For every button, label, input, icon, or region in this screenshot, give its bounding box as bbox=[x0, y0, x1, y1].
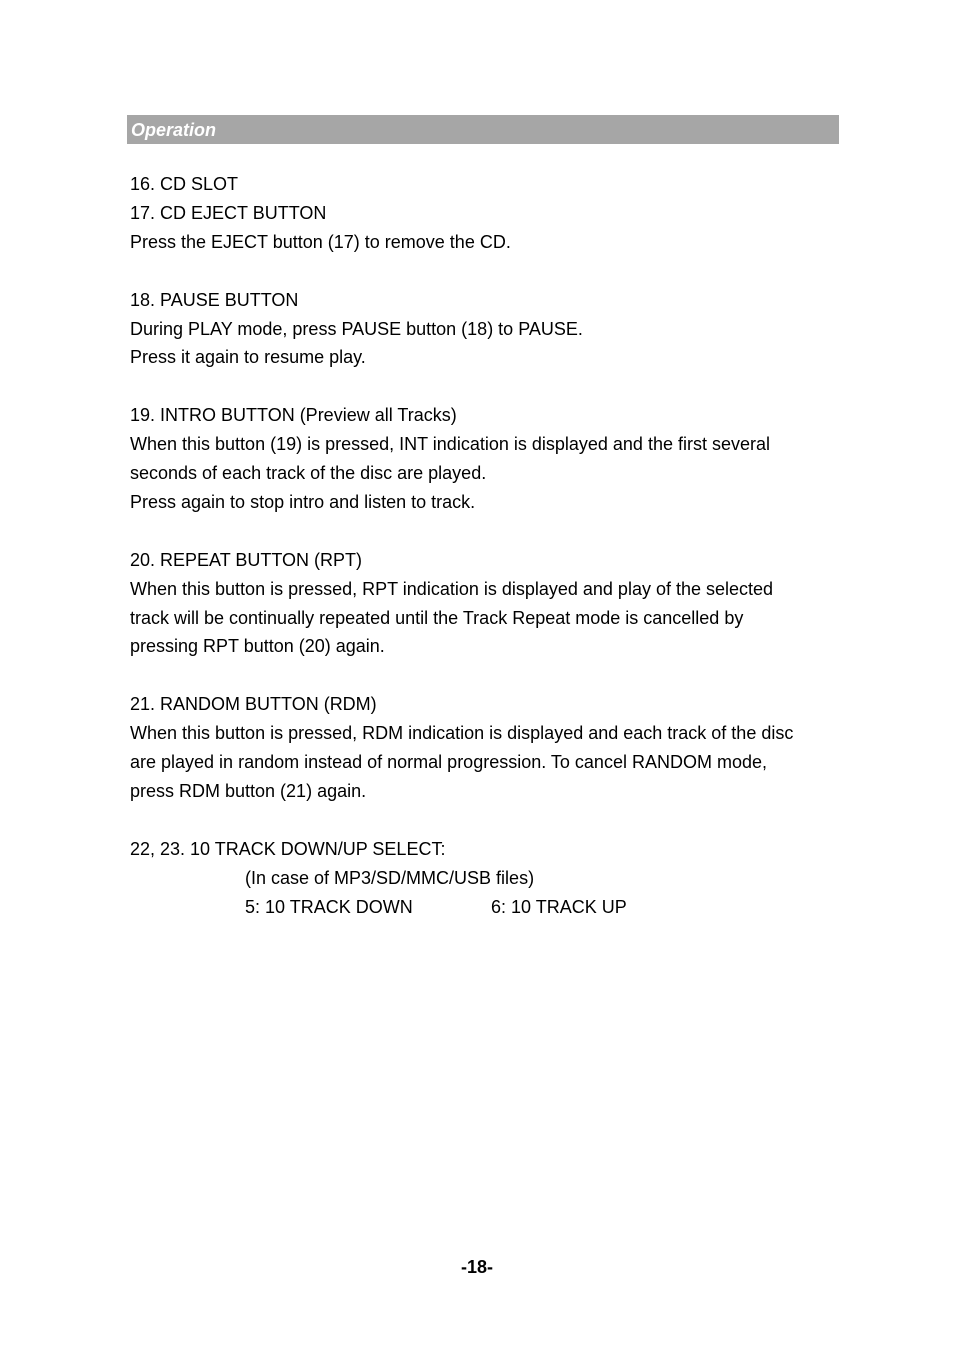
spacer bbox=[130, 372, 842, 401]
random-section bbox=[130, 690, 842, 806]
track-down-up-row bbox=[130, 893, 842, 922]
spacer bbox=[130, 257, 842, 286]
item-21-desc-line-1: When this button is pressed, RDM indication is displayed and each track of the disc bbox=[130, 723, 794, 744]
spacer bbox=[130, 517, 842, 546]
item-22-23-title: 22, 23. 10 TRACK DOWN/UP SELECT: bbox=[130, 838, 446, 859]
item-18-desc-line-1: During PLAY mode, press PAUSE button (18) to PAUSE. bbox=[130, 318, 583, 339]
item-20-desc-line-3: pressing RPT button (20) again. bbox=[130, 636, 385, 657]
spacer bbox=[130, 661, 842, 690]
item-19-desc-line-1: When this button (19) is pressed, INT indication is displayed and the first several bbox=[130, 434, 770, 455]
item-19-title: 19. INTRO BUTTON (Preview all Tracks) bbox=[130, 405, 457, 426]
track-select-section bbox=[130, 835, 842, 922]
item-16-title: 16. CD SLOT bbox=[130, 174, 239, 194]
manual-content bbox=[130, 170, 842, 921]
track-down-label: 5: 10 TRACK DOWN bbox=[245, 896, 413, 917]
section-header-bar bbox=[127, 115, 839, 144]
section-header-title: Operation bbox=[131, 120, 217, 140]
item-21-desc-line-2: are played in random instead of normal progression. To cancel RANDOM mode, bbox=[130, 752, 767, 773]
item-21-title: 21. RANDOM BUTTON (RDM) bbox=[130, 694, 377, 715]
page-number: -18- bbox=[460, 1257, 493, 1277]
cd-section bbox=[130, 170, 842, 257]
item-20-title: 20. REPEAT BUTTON (RPT) bbox=[130, 549, 363, 570]
item-19-desc-line-3: Press again to stop intro and listen to track. bbox=[130, 491, 476, 512]
intro-section bbox=[130, 401, 842, 517]
item-18-title: 18. PAUSE BUTTON bbox=[130, 289, 299, 310]
pause-section bbox=[130, 286, 842, 373]
item-20-desc-line-1: When this button is pressed, RPT indication is displayed and play of the selected bbox=[130, 578, 774, 599]
item-22-23-note: (In case of MP3/SD/MMC/USB files) bbox=[245, 867, 535, 888]
item-18-desc-line-2: Press it again to resume play. bbox=[130, 347, 366, 368]
track-up-label: 6: 10 TRACK UP bbox=[491, 896, 627, 917]
item-20-desc-line-2: track will be continually repeated until the Track Repeat mode is cancelled by bbox=[130, 607, 744, 628]
repeat-section bbox=[130, 546, 842, 662]
spacer bbox=[130, 806, 842, 835]
item-19-desc-line-2: seconds of each track of the disc are played. bbox=[130, 463, 487, 484]
item-17-description: Press the EJECT button (17) to remove the CD. bbox=[130, 231, 511, 252]
item-21-desc-line-3: press RDM button (21) again. bbox=[130, 780, 367, 801]
item-17-title: 17. CD EJECT BUTTON bbox=[130, 202, 327, 223]
